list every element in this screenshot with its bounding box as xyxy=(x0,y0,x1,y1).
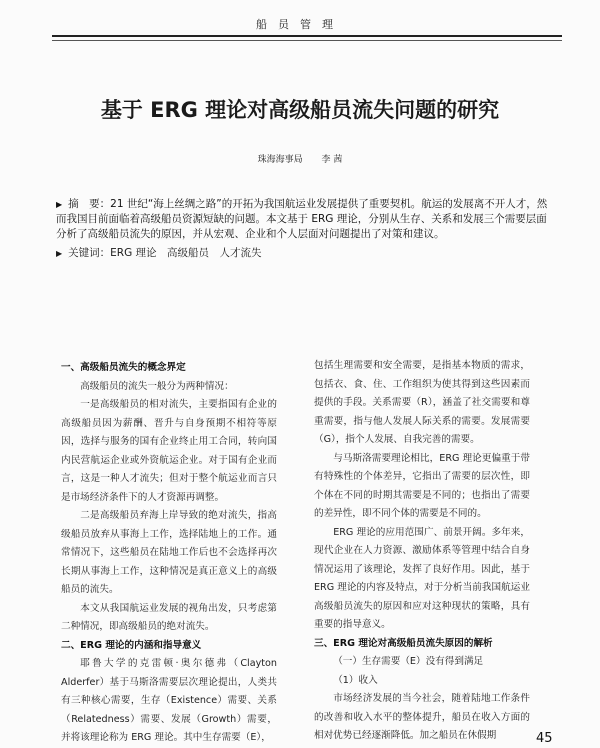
body-paragraph: 二是高级船员弃海上岸导致的绝对流失，指高级船员放弃从事海上工作，选择陆地上的工作。通常情况下，这些船员在陆地工作后也不会选择再次长期从事海上工作，这种情况是真正意义上的高级船员的流失。 xyxy=(61,510,277,595)
header-rule-thick xyxy=(52,35,562,37)
body-paragraph: ERG 理论的应用范围广、前景开阔。多年来，现代企业在人力资源、激励体系等管理中结合自身情况运用了该理论，发挥了良好作用。因此，基于 ERG 理论的内容及特点，对于分析当前我国航运业高级船员流失的原因和应对这种现状的策略，具有重要的指导意义。 xyxy=(314,526,530,630)
keywords-block xyxy=(56,246,556,261)
body-paragraph: 耶鲁大学的克雷顿·奥尔德弗（Clayton Alderfer）基于马斯洛需要层次理论提出，人类共有三种核心需要，生存（Existence）需要、关系（Relatedness）需要、发展（Growth）需要，并将该理论称为 ERG 理论。其中生存需要（E）， xyxy=(61,658,277,743)
author-line xyxy=(0,152,600,165)
subsection-heading: （一）生存需要（E）没有得到满足 xyxy=(333,656,484,667)
keywords-label: 关键词： xyxy=(68,247,111,259)
abstract-label: 摘 要： xyxy=(68,198,111,210)
triangle-marker-icon: ▶ xyxy=(56,200,63,209)
subsection-heading: （1）收入 xyxy=(333,674,378,686)
page-header-title: 船员管理 xyxy=(256,18,344,31)
body-column-left xyxy=(61,359,277,748)
triangle-marker-icon: ▶ xyxy=(56,249,63,258)
body-paragraph: 本文从我国航运业发展的视角出发，只考虑第二种情况，即高级船员的绝对流失。 xyxy=(61,602,277,632)
page-number: 45 xyxy=(536,731,553,746)
abstract-text: 21 世纪“海上丝绸之路”的开拓为我国航运业发展提供了重要契机。航运的发展离不开人才，然而我国目前面临着高级船员资源短缺的问题。本文基于 ERG 理论，分别从生存、关系和发展三个需要层面分析了高级船员流失的原因，并从宏观、企业和个人层面对问题提出了对策和建议。 xyxy=(56,198,548,240)
body-paragraph: 与马斯洛需要理论相比，ERG 理论更偏重于带有特殊性的个体差异，它指出了需要的层次性，即个体在不同的时期其需要是不同的；也指出了需要的差异性，即不同个体的需要是不同的。 xyxy=(314,452,530,519)
section-heading: 二、ERG 理论的内涵和指导意义 xyxy=(61,639,202,651)
abstract-block xyxy=(56,197,556,242)
body-column-right xyxy=(314,357,530,746)
section-heading: 三、ERG 理论对高级船员流失原因的解析 xyxy=(314,637,493,649)
body-paragraph: 高级船员的流失一般分为两种情况： xyxy=(80,380,234,392)
author-affiliation: 珠海海事局 xyxy=(257,155,303,165)
body-paragraph: 一是高级船员的相对流失，主要指国有企业的高级船员因为薪酬、晋升与自身预期不相符等原因，选择与服务的国有企业终止用工合同，转向国内民营航运企业或外资航运企业。对于国有企业而言，这是一种人才流失；但对于整个航运业而言只是市场经济条件下的人才资源再调整。 xyxy=(61,399,277,503)
keywords-text: ERG 理论 高级船员 人才流失 xyxy=(110,247,262,259)
header-rule-thin xyxy=(52,40,562,41)
body-paragraph: 包括生理需要和安全需要，是指基本物质的需求，包括衣、食、住、工作组织为使其得到这些因素而提供的手段。关系需要（R），涵盖了社交需要和尊重需要，指与他人发展人际关系的需要。发展需要（G），指个人发展、自我完善的需要。 xyxy=(314,360,530,445)
author-name: 李 茜 xyxy=(321,155,343,165)
section-heading: 一、高级船员流失的概念界定 xyxy=(61,362,186,373)
article-title: 基于 ERG 理论对高级船员流失问题的研究 xyxy=(100,98,500,122)
body-paragraph: 市场经济发展的当今社会，随着陆地工作条件的改善和收入水平的整体提升，船员在收入方面的相对优势已经逐渐降低。加之船员在休假期 xyxy=(314,693,530,741)
